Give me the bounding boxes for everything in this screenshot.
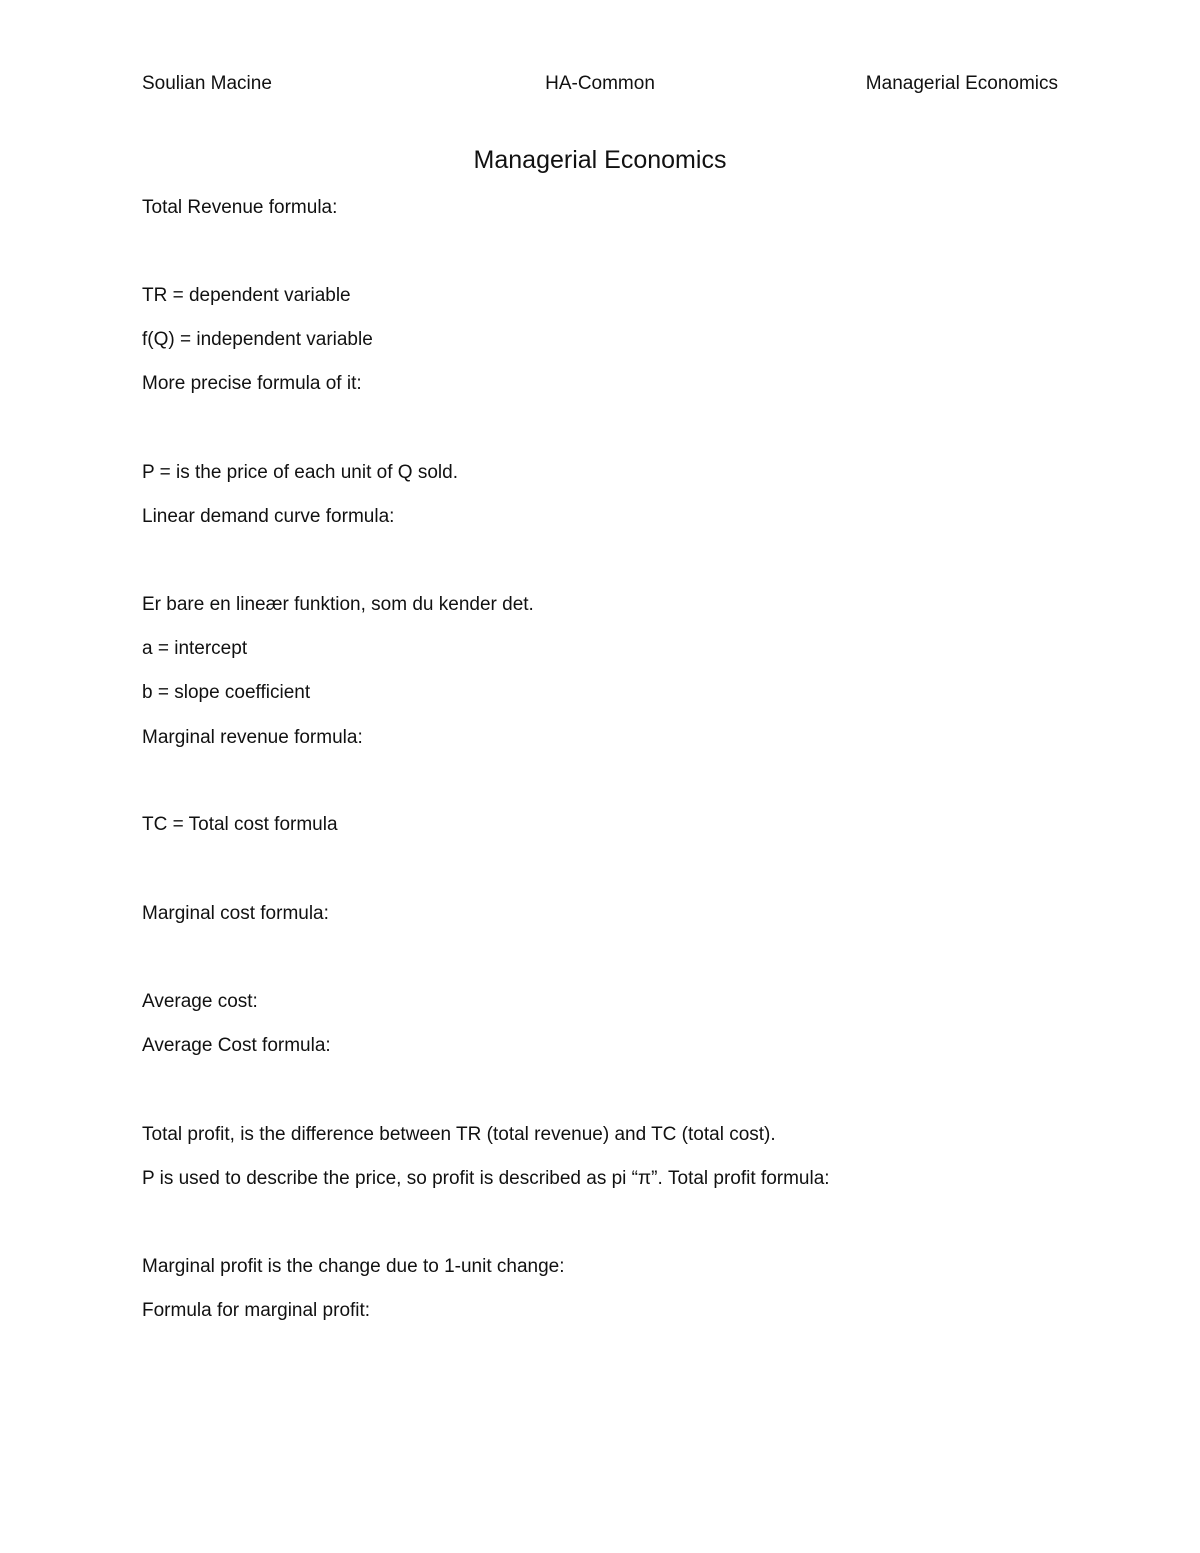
page-title: Managerial Economics xyxy=(473,146,727,174)
text-line: Total Revenue formula: xyxy=(142,197,338,218)
text-line: Formula for marginal profit: xyxy=(142,1300,371,1321)
text-line: P = is the price of each unit of Q sold. xyxy=(142,462,458,483)
header-course: HA-Common xyxy=(545,73,655,94)
text-line: Average cost: xyxy=(142,991,258,1012)
text-line: Linear demand curve formula: xyxy=(142,506,395,527)
text-line: Total profit, is the difference between TR (total revenue) and TC (total cost). xyxy=(142,1124,776,1145)
header-author: Soulian Macine xyxy=(142,73,272,94)
text-line: a = intercept xyxy=(142,638,248,659)
text-line: P is used to describe the price, so profit is described as pi “π”. Total profit formula: xyxy=(142,1168,830,1189)
text-line: TC = Total cost formula xyxy=(142,814,338,835)
text-line: More precise formula of it: xyxy=(142,373,362,394)
text-line: TR = dependent variable xyxy=(142,285,351,306)
text-line: Marginal profit is the change due to 1-unit change: xyxy=(142,1256,565,1277)
text-line: b = slope coefficient xyxy=(142,682,311,703)
text-line: Marginal revenue formula: xyxy=(142,727,363,748)
text-line: Er bare en lineær funktion, som du kender det. xyxy=(142,594,534,615)
text-line: f(Q) = independent variable xyxy=(142,329,373,350)
text-line: Average Cost formula: xyxy=(142,1035,331,1056)
header-subject: Managerial Economics xyxy=(865,73,1058,94)
text-line: Marginal cost formula: xyxy=(142,903,329,924)
